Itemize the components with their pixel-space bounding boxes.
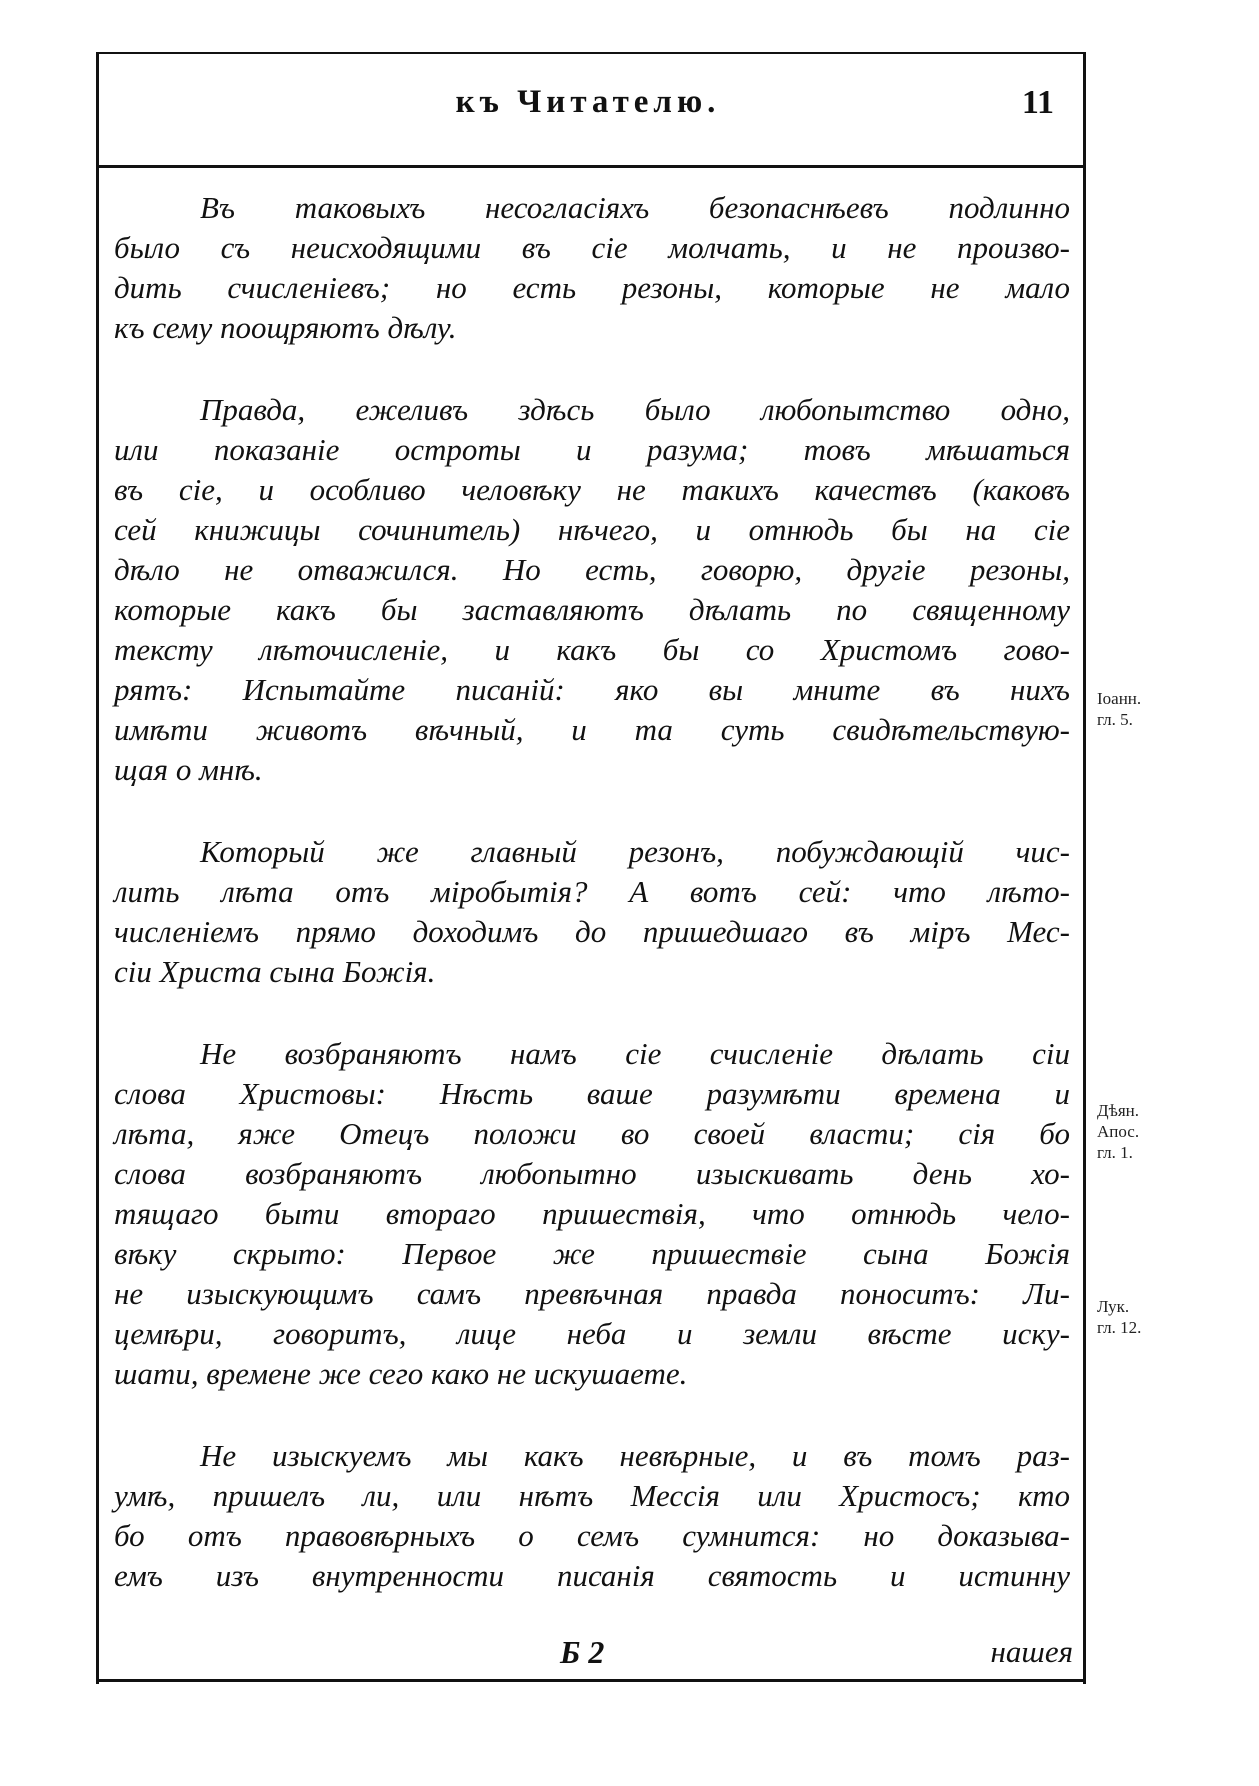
text-line: или показаніе остроты и разума; товъ мѣшаться — [114, 432, 1070, 467]
text-line: вѣку скрыто: Первое же пришествіе сына Божія — [114, 1236, 1070, 1271]
header-rule — [96, 165, 1083, 168]
margin-note-line: гл. 1. — [1097, 1143, 1133, 1162]
margin-note-john — [1097, 688, 1141, 730]
text-line: Въ таковыхъ несогласіяхъ безопаснѣевъ подлинно — [200, 190, 1070, 225]
margin-note-line: гл. 5. — [1097, 710, 1133, 729]
margin-note-luke — [1097, 1296, 1141, 1338]
page-number: 11 — [1021, 84, 1054, 121]
text-line: лѣта, яже Отецъ положи во своей власти; сія бо — [114, 1116, 1070, 1151]
paragraph — [114, 188, 1070, 348]
margin-note-acts — [1097, 1100, 1139, 1163]
text-line: дить счисленіевъ; но есть резоны, которые не мало — [114, 270, 1070, 305]
text-line: къ сему поощряютъ дѣлу. — [114, 310, 457, 345]
text-line: численіемъ прямо доходимъ до пришедшаго въ міръ Мес- — [114, 914, 1070, 949]
paragraph — [114, 390, 1070, 790]
text-line: слова возбраняютъ любопытно изыскивать день хо- — [114, 1156, 1070, 1191]
text-line: умѣ, пришелъ ли, или нѣтъ Мессія или Христосъ; кто — [114, 1478, 1070, 1513]
text-line: Правда, ежеливъ здѣсь было любопытство одно, — [200, 392, 1070, 427]
text-line: которые какъ бы заставляютъ дѣлать по священному — [114, 592, 1070, 627]
margin-note-line: Дѣян. — [1097, 1101, 1139, 1120]
body-text — [114, 188, 1070, 1638]
text-line: слова Христовы: Нѣсть ваше разумѣти времена и — [114, 1076, 1070, 1111]
text-line: бо отъ правовѣрныхъ о семъ сумнится: но доказыва- — [114, 1518, 1070, 1553]
catchword: нашея — [990, 1634, 1073, 1669]
text-line: тексту лѣточисленіе, и какъ бы со Христомъ гово- — [114, 632, 1070, 667]
text-line: Не изыскуемъ мы какъ невѣрные, и въ томъ раз- — [200, 1438, 1070, 1473]
text-line: тящаго быти втораго пришествія, что отнюдь чело- — [114, 1196, 1070, 1231]
margin-note-line: Апос. — [1097, 1122, 1140, 1141]
running-title: къ Читателю. — [455, 84, 721, 120]
paragraph — [114, 1034, 1070, 1394]
text-line: Который же главный резонъ, побуждающій чис- — [200, 834, 1070, 869]
signature-mark: Б 2 — [560, 1634, 605, 1670]
text-line: щая о мнѣ. — [114, 752, 263, 787]
text-line: рятъ: Испытайте писаній: яко вы мните въ нихъ — [114, 672, 1070, 707]
text-line: емъ изъ внутренности писанія святость и истинну — [114, 1558, 1070, 1593]
text-line: дѣло не отважился. Но есть, говорю, другіе резоны, — [114, 552, 1070, 587]
text-line: Не возбраняютъ намъ сіе счисленіе дѣлать сіи — [200, 1036, 1070, 1071]
text-line: сіи Христа сына Божія. — [114, 954, 436, 989]
margin-note-line: Лук. — [1097, 1297, 1130, 1316]
text-line: было съ неисходящими въ сіе молчать, и не произво- — [114, 230, 1070, 265]
text-line: имѣти животъ вѣчный, и та суть свидѣтельствую- — [114, 712, 1070, 747]
text-line: сей книжицы сочинитель) нѣчего, и отнюдь бы на сіе — [114, 512, 1070, 547]
margin-note-line: Іоанн. — [1097, 689, 1142, 708]
text-line: лить лѣта отъ міробытія? А вотъ сей: что лѣто- — [114, 874, 1070, 909]
paragraph — [114, 1436, 1070, 1596]
paragraph — [114, 832, 1070, 992]
text-line: цемѣри, говоритъ, лице неба и земли вѣсте иску- — [114, 1316, 1070, 1351]
page-header — [96, 84, 1080, 144]
text-line: въ сіе, и особливо человѣку не такихъ качествъ (каковъ — [114, 472, 1070, 507]
text-line: не изыскующимъ самъ превѣчная правда поноситъ: Ли- — [114, 1276, 1070, 1311]
text-line: шати, времене же сего како не искушаете. — [114, 1356, 688, 1391]
margin-note-line: гл. 12. — [1097, 1318, 1142, 1337]
footer-rule — [96, 1679, 1083, 1682]
